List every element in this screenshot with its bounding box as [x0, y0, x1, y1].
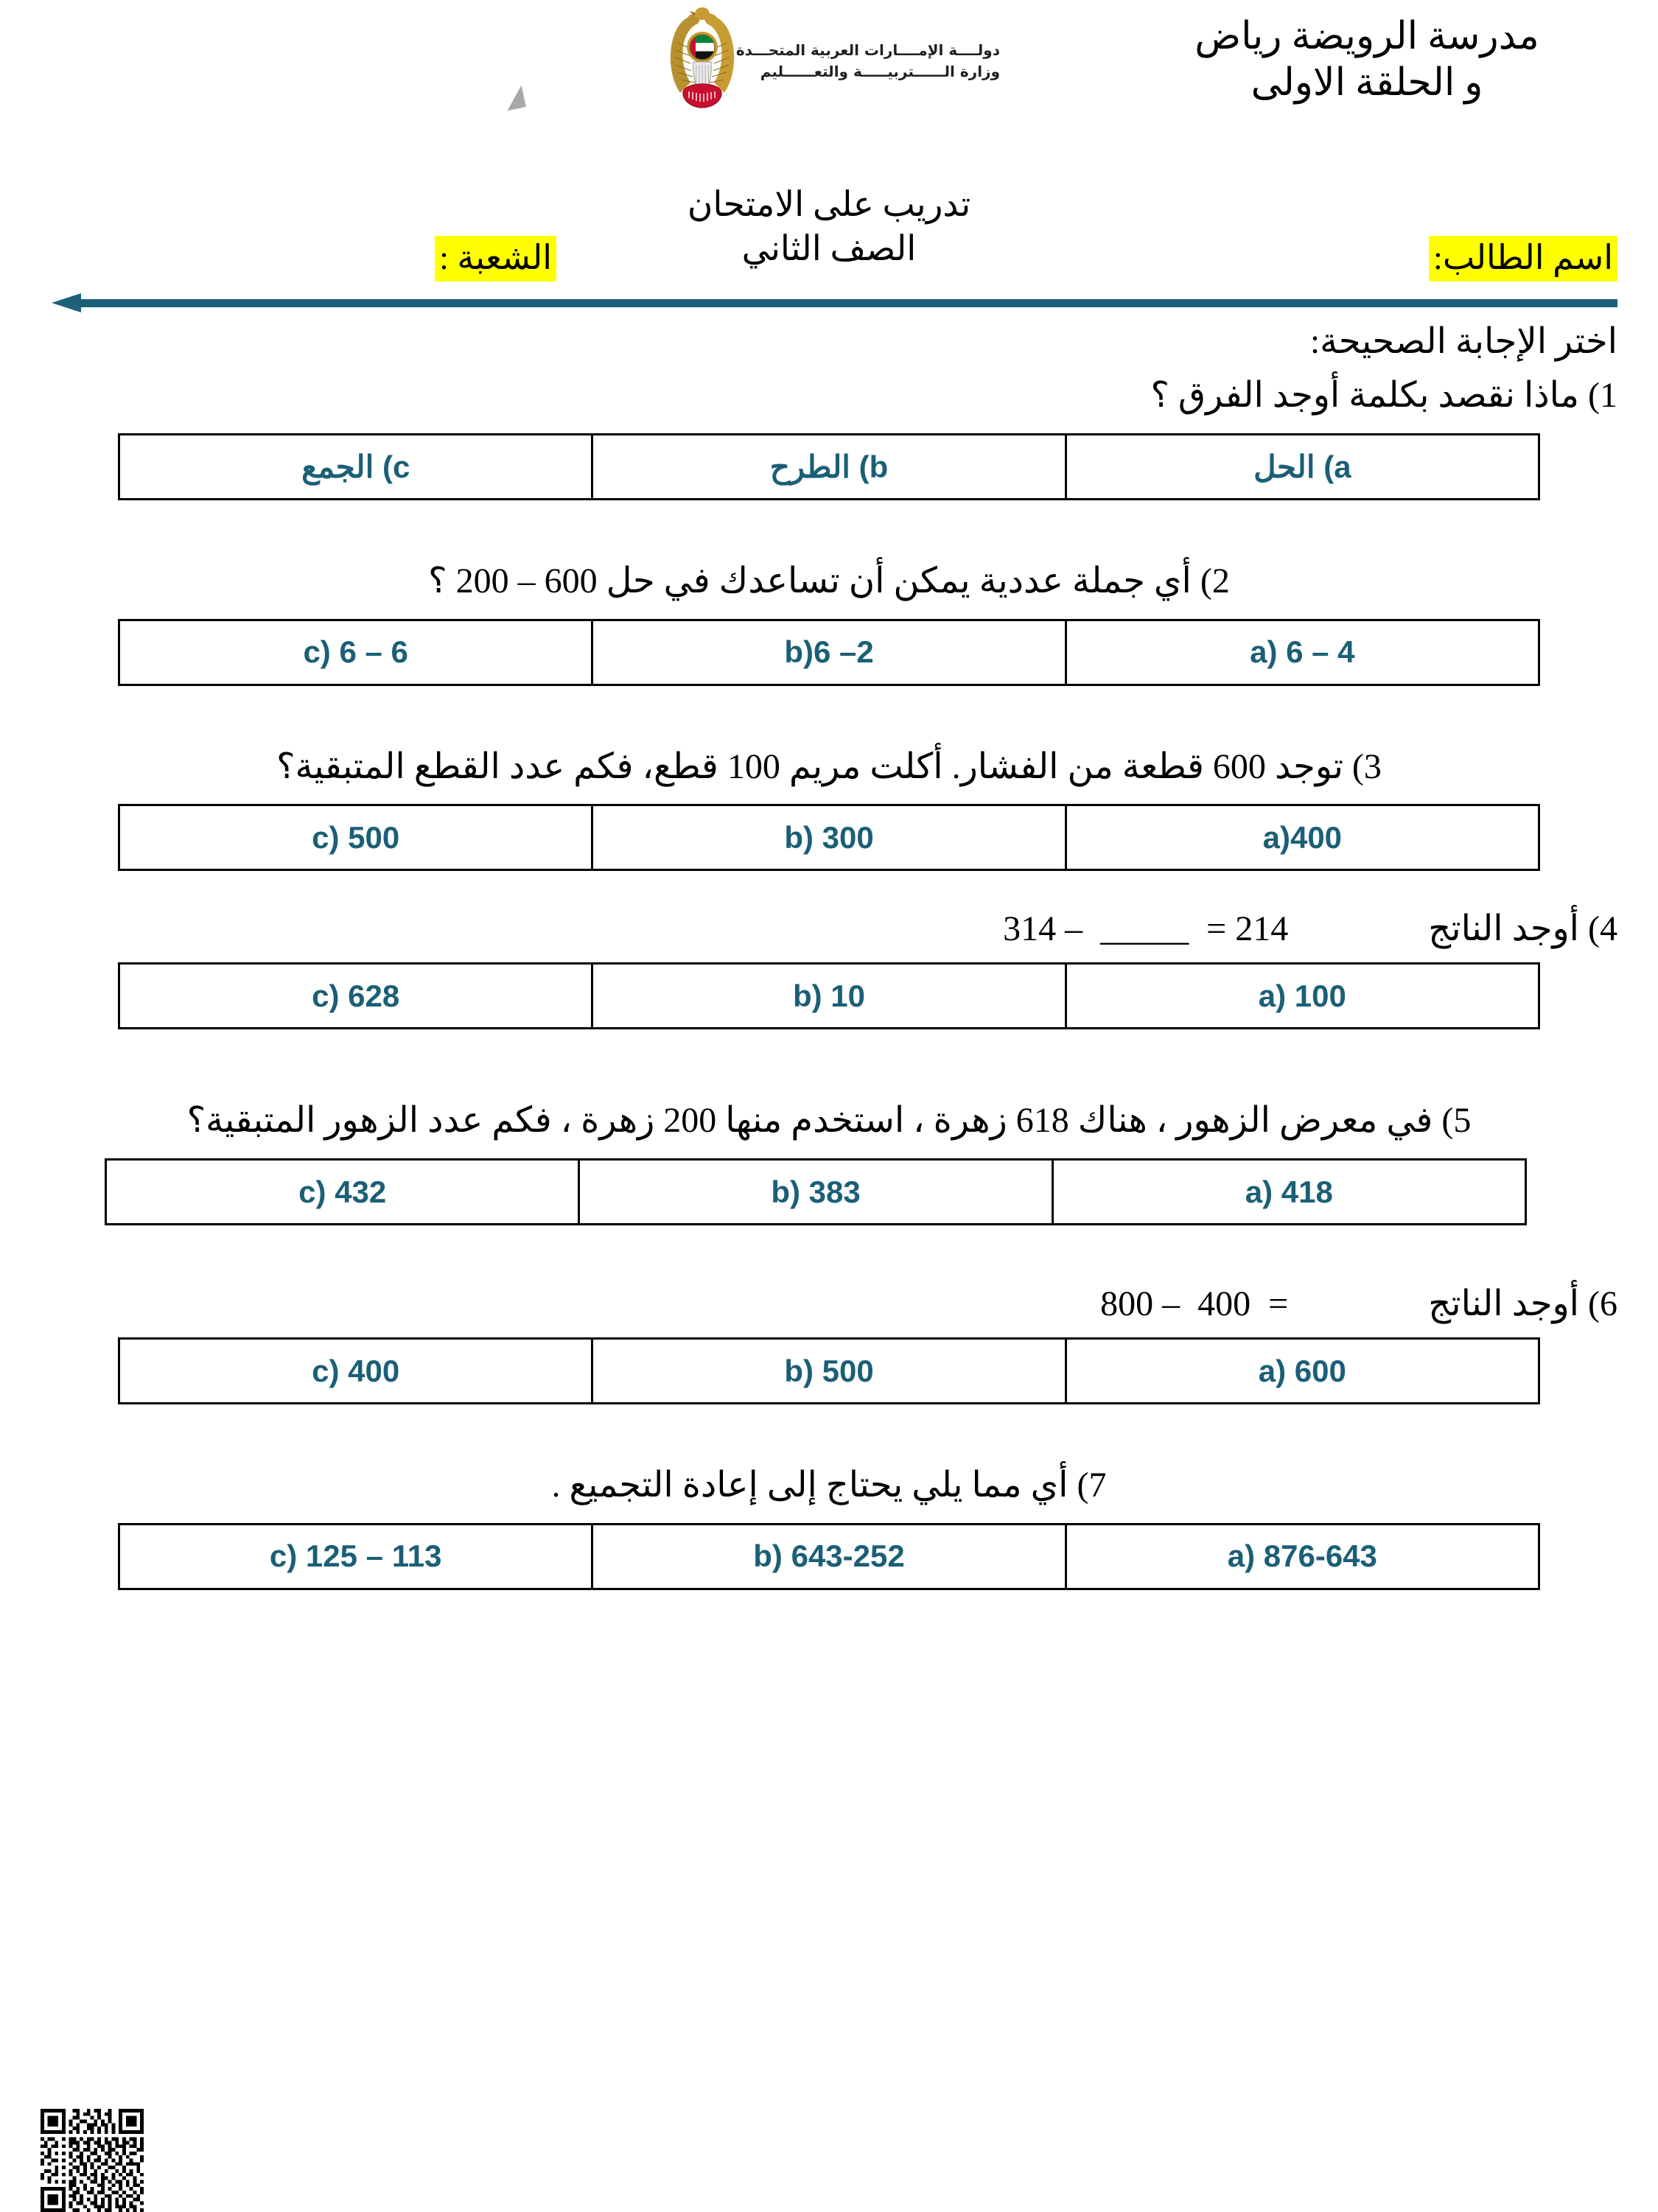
qr-code-icon	[41, 2109, 144, 2212]
question-6-options	[118, 1337, 1540, 1404]
option-a[interactable]: a) 100	[1065, 965, 1538, 1027]
option-a[interactable]: a)400	[1065, 806, 1538, 869]
uae-falcon-emblem-icon	[668, 6, 736, 116]
option-b[interactable]: b) 300	[591, 806, 1064, 869]
ministry-logo	[668, 0, 1006, 116]
option-b[interactable]: b) 500	[591, 1340, 1064, 1402]
option-c[interactable]: c) 125 – 113	[269, 1539, 442, 1574]
section-label: الشعبة :	[435, 236, 556, 281]
section-field[interactable]	[435, 236, 556, 281]
question-7-text: 7) أي مما يلي يحتاج إلى إعادة التجميع .	[551, 1466, 1107, 1505]
divider-arrow-bar	[78, 299, 1617, 307]
option-a[interactable]: a) 6 – 4	[1065, 621, 1538, 684]
question-5-text: 5) في معرض الزهور ، هناك 618 زهرة ، استخدم منها 200 زهرة ، فكم عدد الزهور المتبقية؟	[186, 1101, 1472, 1141]
student-name-label: اسم الطالب:	[1429, 236, 1617, 281]
question-2-text: 2) أي جملة عددية يمكن أن تساعدك في حل 600 – 200 ؟	[428, 561, 1230, 601]
question-4-label: 4) أوجد الناتج	[1428, 909, 1617, 949]
option-c[interactable]: c) 6 – 6	[303, 634, 408, 670]
option-a[interactable]: a) 600	[1065, 1340, 1538, 1402]
worksheet-body	[41, 321, 1617, 1590]
option-a[interactable]: a) الحل	[1065, 435, 1538, 498]
question-7-options	[118, 1523, 1540, 1590]
question-1-options	[118, 433, 1540, 500]
student-name-field[interactable]	[1429, 236, 1617, 281]
question-4-expression: 314 – _____ = 214	[1003, 909, 1289, 949]
option-b[interactable]: b) 383	[578, 1161, 1051, 1223]
question-3-options	[118, 804, 1540, 871]
divider-arrow	[52, 293, 1617, 312]
option-c[interactable]: c) 432	[298, 1174, 387, 1209]
page-header	[41, 0, 1617, 177]
option-a[interactable]: a) 418	[1052, 1161, 1525, 1223]
school-name-line1: مدرسة الرويضة رياض	[1194, 15, 1539, 57]
option-b[interactable]: b) 10	[591, 965, 1064, 1027]
school-name-line2: و الحلقة الاولى	[1251, 62, 1483, 105]
question-6-text	[41, 1283, 1617, 1324]
option-c[interactable]: c) 500	[312, 819, 400, 855]
option-c[interactable]: c) الجمع	[301, 449, 410, 484]
left-arrow-icon	[52, 293, 81, 312]
question-2-options	[118, 619, 1540, 686]
question-3-text: 3) توجد 600 قطعة من الفشار. أكلت مريم 100 قطع، فكم عدد القطع المتبقية؟	[276, 746, 1382, 786]
option-c[interactable]: c) 628	[312, 978, 400, 1013]
school-name-block	[1116, 0, 1617, 107]
page-corner-fold	[503, 85, 526, 111]
exam-title-line2: الصف الثاني	[741, 230, 917, 269]
question-4-text	[41, 908, 1617, 949]
option-b[interactable]: b)6 –2	[591, 621, 1064, 684]
option-c[interactable]: c) 400	[312, 1353, 400, 1388]
exam-title-line1: تدريب على الامتحان	[687, 186, 971, 224]
question-4-options	[118, 962, 1540, 1029]
question-6-label: 6) أوجد الناتج	[1428, 1284, 1617, 1324]
ministry-logo-text	[736, 40, 1000, 83]
option-b[interactable]: b) الطرح	[591, 435, 1064, 498]
option-b[interactable]: b) 643-252	[591, 1525, 1064, 1588]
instruction-text: اختر الإجابة الصحيحة:	[1309, 322, 1617, 361]
question-1-text: 1) ماذا نقصد بكلمة أوجد الفرق ؟	[1150, 376, 1617, 415]
question-5-options	[105, 1158, 1527, 1225]
option-a[interactable]: a) 876-643	[1065, 1525, 1538, 1588]
identity-row	[41, 236, 1617, 287]
ministry-line1: دولــــة الإمــــارات العربية المتحـــدة	[735, 41, 1000, 59]
question-6-expression: 800 – 400 =	[1100, 1284, 1289, 1324]
ministry-line2: وزارة الــــــتربيـــــة والتعــــــليم	[760, 63, 1000, 80]
